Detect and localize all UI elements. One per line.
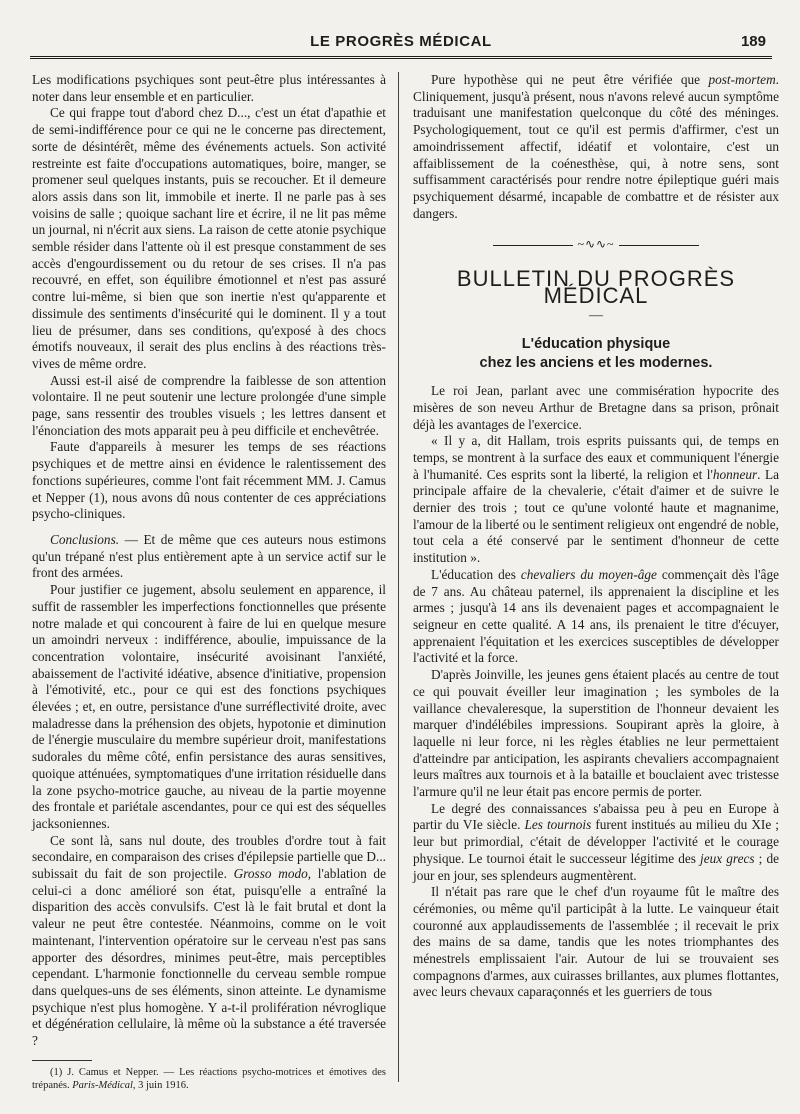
right-column	[413, 72, 779, 1001]
page-number: 189	[740, 33, 766, 50]
italic-run: jeux grecs	[700, 850, 755, 866]
paragraph: Il n'était pas rare que le chef d'un royaume fût le maître des cérémonies, ou même qu'il participât à la lutte. Le vainqueur était couronné aux applaudissements de l'assemblée ; il recevait le prix des mains de sa dame, tandis que les notes triomphantes des ménestrels emplissaient l'air. Autour de lui se trouvaient ses compagnons d'armes, aux cuirasses brillantes, aux plumes flottantes, avec leurs chevaux caparaçonnés et les guerriers de tous	[413, 884, 779, 1000]
conclusions-label: Conclusions.	[50, 531, 120, 547]
header-rule	[30, 56, 772, 59]
text-run: commençait dès l'âge de 7 ans. Au château paternel, ils apprenaient la discipline et les armes ; jusqu'à 14 ans ils devenaient pages et accompagnaient le seigneur en cette qualité. A 14 ans, ils prenaient le titre d'écuyer, apprenaient l'équitation et les exercices susceptibles de développer l'activité et la force.	[413, 566, 779, 666]
article-title-line: chez les anciens et les modernes.	[479, 355, 713, 372]
paragraph: Aussi est-il aisé de comprendre la faiblesse de son attention volontaire. Il ne peut soutenir une lecture prolongée d'une simple page, sans ressentir des troubles visuels ; les lettres dansent et l'énonciation des mots apparait peu à peu difficile et enchevêtrée.	[32, 372, 386, 438]
article-title	[413, 335, 779, 373]
paragraph	[413, 567, 779, 667]
text-run: . Cliniquement, jusqu'à présent, nous n'avons relevé aucun symptôme traduisant une manifestation quelconque du côté des méninges. Psychologiquement, tout ce qu'il est permis d'affirmer, c'est un amoindrissement affectif, idéatif et volontaire, c'est un affaiblissement de la coénesthèse, qui, à notre sens, sont suffisamment caractérisés pour rendre notre épileptique guéri mais psychiquement désarmé, incapable de combattre et de résister aux dangers.	[413, 72, 779, 221]
paragraph	[32, 833, 386, 1050]
italic-run: Grosso modo	[233, 866, 308, 882]
conclusions-paragraph	[32, 532, 386, 582]
bulletin-title: BULLETIN DU PROGRÈS MÉDICAL	[456, 266, 736, 308]
bulletin-dash: —	[589, 308, 603, 324]
paragraph: D'après Joinville, les jeunes gens étaient placés au centre de tout ce qui pouvait éveiller leur imagination ; les symboles de la vaillance chevaleresque, la superstition de l'honneur devaient les marquer d'indélébiles impressions. Soupirant après la gloire, à laquelle ni leur force, ni les règles établies ne leur permettaient d'atteindre par anticipation, les aspirants chevaliers accompagnaient leurs maîtres aux tournois et à la bataille et bouclaient avec tristesse l'armure qu'il ne leur était pas encore permis de porter.	[413, 667, 779, 800]
italic-run: Paris-Médical	[72, 1079, 133, 1091]
italic-run: Les tournois	[524, 817, 592, 833]
italic-run: post-mortem	[708, 72, 776, 87]
paragraph: Le roi Jean, parlant avec une commisération hypocrite des misères de son neveu Arthur de Bretagne dans sa prison, prônait déjà les avantages de l'exercice.	[413, 383, 779, 432]
paragraph: Ce qui frappe tout d'abord chez D..., c'est un état d'apathie et de semi-indifférence pour ce qui ne le concerne pas directement, sorte de désintérêt, même des événements actuels. Son activité restreinte est faite d'occupations automatiques, boire, manger, se promener seul quelques instants, puis se recoucher. Et il demeure alors assis dans son lit, immobile et inerte. Il ne parle pas à ses voisins de salle ; quoique sachant lire et écrire, il ne lit pas même un journal, ni n'écrit aux siens. La raison de cette atonie psychique semble résider dans l'attente où il est presque constamment de ses accès d'engourdissement ou du retour de ses crises. Il n'a pas recouvré, en effet, son équilibre émotionnel et n'est pas assuré contre lui-même, si bien que son inertie n'est qu'apparente et dissimule des sentiments d'insécurité qui le dominent. Il y a tout lieu de présumer, dans ses conditions, qu'exposé à des chocs émotifs nouveaux, il serait des plus enclins à des réactions très-vives de même ordre.	[32, 105, 386, 371]
text-run: . La principale affaire de la chevalerie, c'était d'aimer et de suivre le dernier des trois ; tout ce qu'une volonté haute et magnanime, l'amour de la liberté ou le sentiment religieux ont engendré de noble, tout cela a été conservé par le sentiment d'honneur de cette institution ».	[413, 466, 779, 566]
footnote-rule	[32, 1060, 92, 1061]
paragraph: Faute d'appareils à mesurer les temps de ses réactions psychiques et de mettre ainsi en évidence le ralentissement des fonctions supérieures, comme l'ont fait récemment MM. J. Camus et Nepper (1), nous avons dû nous contenter de ces appréciations psycho-cliniques.	[32, 439, 386, 522]
running-title: LE PROGRÈS MÉDICAL	[310, 33, 492, 50]
section-ornament: ~∿∿~	[413, 236, 779, 253]
text-run: , l'ablation de celui-ci a donc amélioré son état, puisqu'elle a entraîné la disparition des accès convulsifs. C'est là le fait brutal et dont la valeur ne peut être contestée. Néanmoins, comme on le voit maintenant, l'intervention opératoire sur le cerveau n'est pas sans apporter des désordres, minimes peut-être, mais perceptibles cependant. L'harmonie fonctionnelle du cerveau semble rompue dans quelques-uns de ses éléments, sinon atteinte. Le dynamisme psychique n'est plus homogène. Y a-t-il prolifération névroglique et dégénération cellulaire, là même où la substance a été traversée ?	[32, 866, 386, 1049]
paragraph	[413, 433, 779, 567]
paragraph: Les modifications psychiques sont peut-être plus intéressantes à noter dans leur ensemble et en particulier.	[32, 72, 386, 104]
text-run: Le degré des connaissances s'abaissa peu à peu en Europe à partir du VIe siècle.	[413, 800, 779, 833]
page-header	[30, 30, 772, 54]
article-title-line: L'éducation physique	[521, 336, 671, 353]
text-run: « Il y a, dit Hallam, trois esprits puissants qui, de temps en temps, se montrent à la surface des eaux et communiquent l'énergie à l'humanité. Ces esprits sont la liberté, la religion et l'	[413, 433, 779, 482]
paragraph: Pour justifier ce jugement, absolu seulement en apparence, il suffit de rassembler les imperfections fonctionnelles que présente notre malade et qui concourent à faire de lui en quelque mesure un amoindri nerveux : indifférence, aboulie, impuissance de la concentration volontaire, insécurité avoisinant l'anxiété, abaissement de l'activité idéative, absence d'initiative, propension à l'émotivité, etc., pour ce qui est des fonctions psychiques élevées ; et, en outre, persistance d'une surréflectivité droite, avec maladresse dans la préhension des objets, hypotonie et diminution de l'énergie musculaire du membre supérieur droit, manifestations sudorales du même côté, enfin persistance des auras sensitives, quoique atténuées, symptomatiques d'une irritation résiduelle dans la zone psycho-motrice gauche, au niveau de la partie moyenne des frontale et pariétale ascendantes, pour ce qui est des séquelles jacksoniennes.	[32, 582, 386, 831]
paragraph	[413, 72, 779, 222]
text-run: Ce sont là, sans nul doute, des troubles d'ordre tout à fait secondaire, en comparaison des crises d'épilepsie partielle que D... subissait du fait de son projectile.	[32, 832, 386, 882]
text-run: furent institués au milieu du XIe ; leur but primordial, c'était de développer l'activité et le courage physique. Le tournoi était le successeur légitime des	[413, 817, 779, 866]
left-column	[32, 72, 386, 1092]
text-run: L'éducation des	[431, 566, 521, 582]
text-run: , 3 juin 1916.	[132, 1079, 189, 1091]
text-run: (1) J. Camus et Nepper. — Les réactions psycho-motrices et émotives des trépanés.	[32, 1066, 386, 1091]
italic-run: honneur	[712, 466, 758, 482]
footnote	[32, 1066, 386, 1092]
text-run: ; de jour en jour, ses splendeurs augmentèrent.	[413, 850, 779, 883]
italic-run: chevaliers du moyen-âge	[520, 566, 657, 582]
column-divider	[398, 72, 399, 1082]
conclusions-text: — Et de même que ces auteurs nous estimons qu'un trépané n'est plus entièrement apte à un service actif sur le front des armées.	[32, 531, 386, 581]
paragraph	[413, 801, 779, 885]
text-run: Pure hypothèse qui ne peut être vérifiée que	[431, 72, 709, 87]
